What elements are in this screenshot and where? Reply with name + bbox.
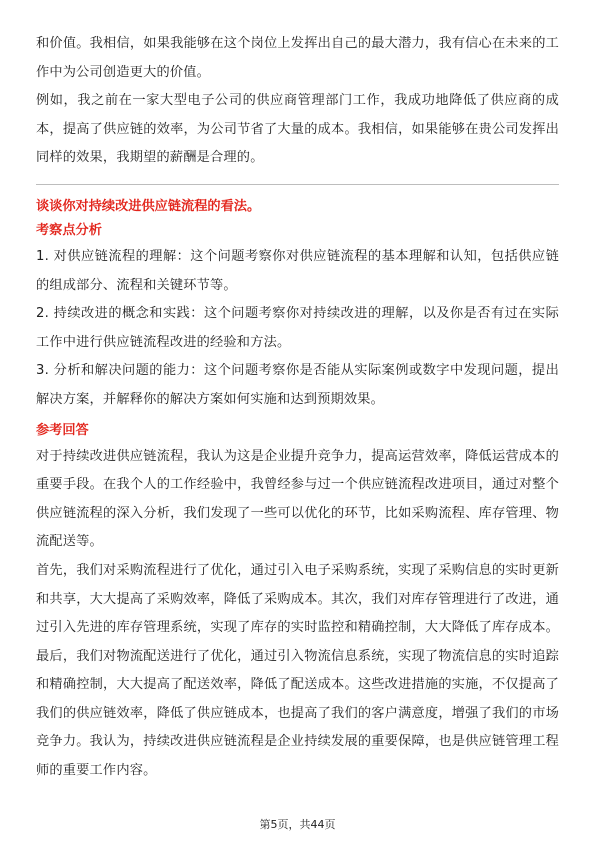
intro-section (36, 30, 559, 173)
analysis-item: 2. 持续改进的概念和实践：这个问题考察你对持续改进的理解，以及你是否有过在实际工作中进行供应链流程改进的经验和方法。 (36, 306, 559, 350)
answer-paragraph: 首先，我们对采购流程进行了优化，通过引入电子采购系统，实现了采购信息的实时更新和共享，大大提高了采购效率，降低了采购成本。其次，我们对库存管理进行了改进，通过引入先进的库存管理系统，实现了库存的实时监控和精确控制，大大降低了库存成本。最后，我们对物流配送进行了优化，通过引入物流信息系统，实现了物流信息的实时追踪和精确控制，大大提高了配送效率，降低了配送成本。这些改进措施的实施，不仅提高了我们的供应链效率，降低了供应链成本，也提高了我们的客户满意度，增强了我们的市场竞争力。我认为，持续改进供应链流程是企业持续发展的重要保障，也是供应链管理工程师的重要工作内容。 (36, 562, 559, 779)
analysis-heading: 考察点分析 (36, 222, 102, 238)
answer-paragraph: 对于持续改进供应链流程，我认为这是企业提升竞争力，提高运营效率，降低运营成本的重要手段。在我个人的工作经验中，我曾经参与过一个供应链流程改进项目，通过对整个供应链流程的深入分析，我们发现了一些可以优化的环节，比如采购流程、库存管理、物流配送等。 (36, 448, 559, 550)
intro-paragraph: 和价值。我相信，如果我能够在这个岗位上发挥出自己的最大潜力，我有信心在未来的工作中为公司创造更大的价值。 (36, 36, 559, 80)
intro-paragraph: 例如，我之前在一家大型电子公司的供应商管理部门工作，我成功地降低了供应商的成本，提高了供应链的效率，为公司节省了大量的成本。我相信，如果能够在贵公司发挥出同样的效果，我期望的薪酬是合理的。 (36, 93, 559, 166)
question-title: 谈谈你对持续改进供应链流程的看法。 (36, 198, 261, 214)
answer-heading: 参考回答 (36, 422, 89, 438)
analysis-item: 1. 对供应链流程的理解：这个问题考察你对供应链流程的基本理解和认知，包括供应链的组成部分、流程和关键环节等。 (36, 248, 559, 293)
document-page (36, 30, 559, 786)
page-number: 第5页，共44页 (259, 818, 336, 831)
analysis-item: 3. 分析和解决问题的能力：这个问题考察你是否能从实际案例或数字中发现问题，提出解决方案，并解释你的解决方案如何实施和达到预期效果。 (36, 363, 559, 407)
section-divider (36, 184, 559, 185)
answer-body (36, 443, 559, 786)
analysis-list (36, 243, 559, 415)
